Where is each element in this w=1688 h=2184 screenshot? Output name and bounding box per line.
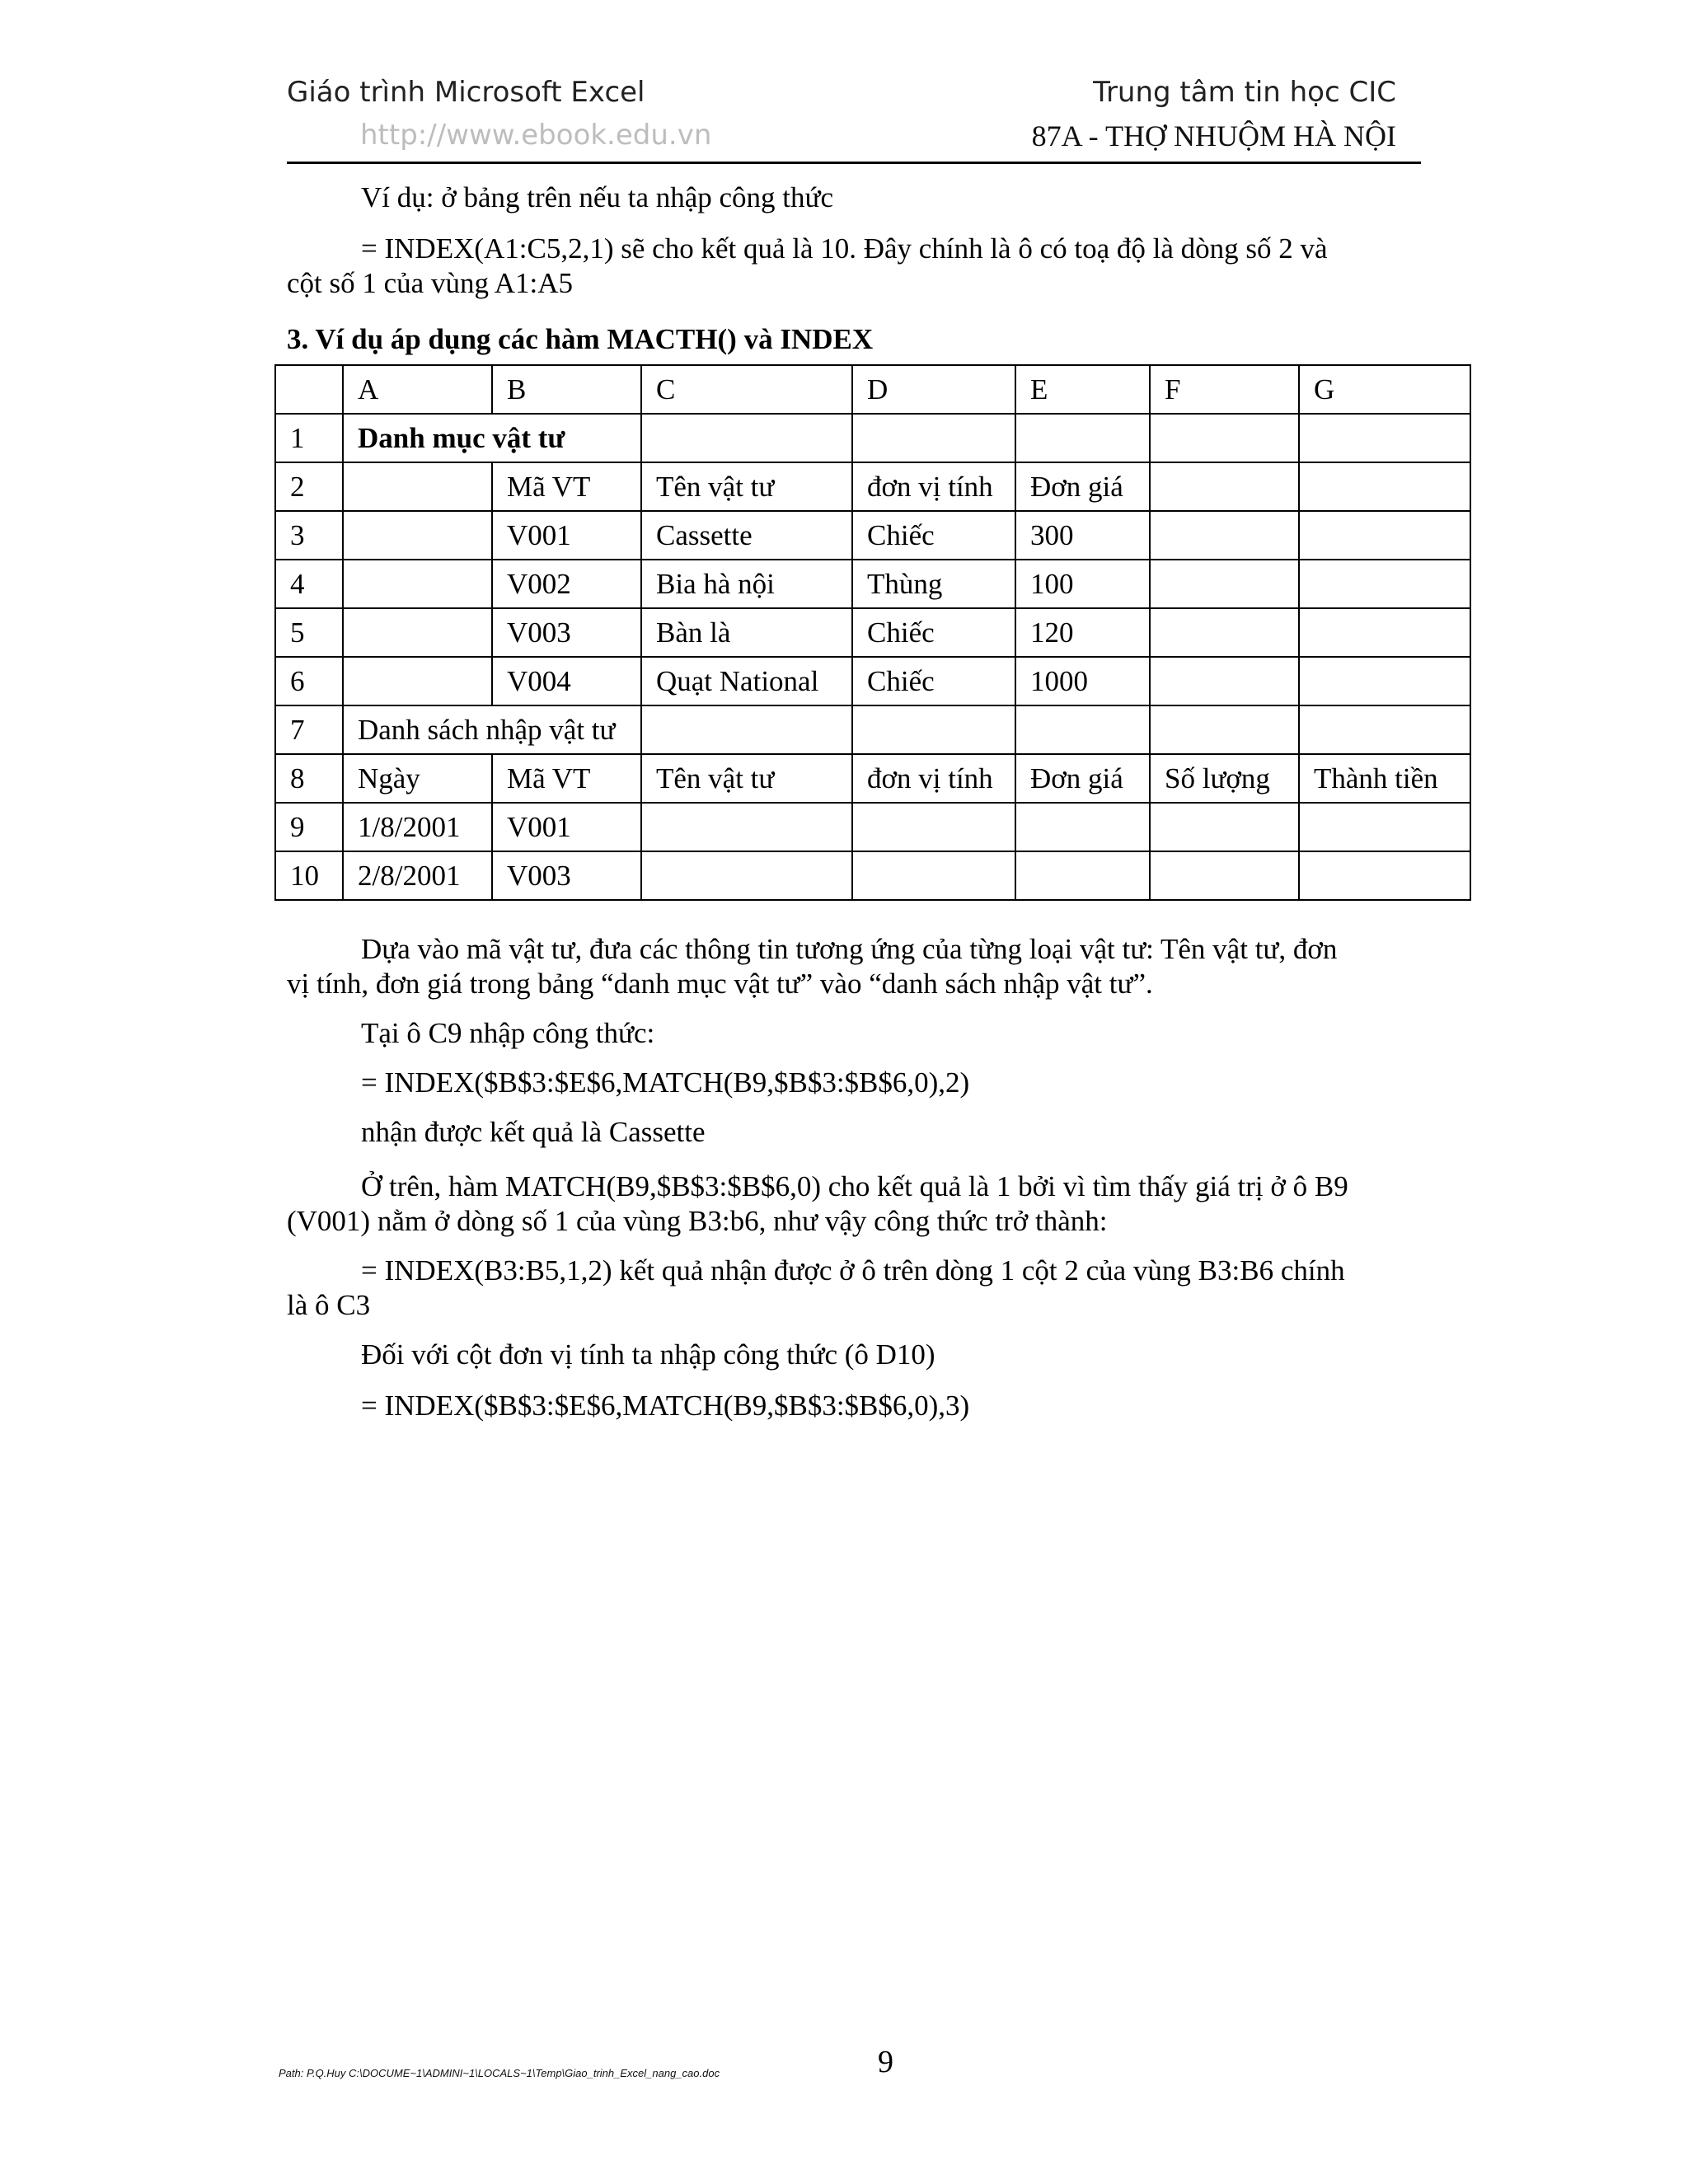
table-cell (343, 657, 492, 705)
table-cell: Quạt National (641, 657, 852, 705)
table-cell: 120 (1015, 608, 1150, 657)
table-cell (1150, 803, 1299, 851)
paragraph-5-line-1: = INDEX(B3:B5,1,2) kết quả nhận được ở ô trên dòng 1 cột 2 của vùng B3:B6 chính (361, 1254, 1345, 1286)
table-cell: A (343, 365, 492, 414)
table-cell: V003 (492, 608, 641, 657)
table-cell (1015, 803, 1150, 851)
table-cell (1299, 851, 1470, 900)
table-cell: Chiếc (852, 608, 1015, 657)
table-cell (1015, 851, 1150, 900)
table-cell (1299, 462, 1470, 511)
table-cell (852, 414, 1015, 462)
table-cell: Danh sách nhập vật tư (343, 705, 641, 754)
row-number-cell: 5 (275, 608, 343, 657)
paragraph-1-line-1: Dựa vào mã vật tư, đưa các thông tin tương ứng của từng loại vật tư: Tên vật tư, đơn (361, 933, 1338, 965)
table-cell (1150, 511, 1299, 560)
table-cell: Thùng (852, 560, 1015, 608)
table-cell: 1/8/2001 (343, 803, 492, 851)
table-cell: V003 (492, 851, 641, 900)
footer-path: Path: P.Q.Huy C:\DOCUME~1\ADMINI~1\LOCALS~1\Temp\Giao_trinh_Excel_nang_cao.doc (279, 2067, 720, 2079)
header-url: http://www.ebook.edu.vn (360, 119, 712, 152)
table-cell (1150, 608, 1299, 657)
formula-1: = INDEX($B$3:$E$6,MATCH(B9,$B$3:$B$6,0),2) (361, 1066, 970, 1099)
row-number-cell: 9 (275, 803, 343, 851)
table-cell: C (641, 365, 852, 414)
table-cell: đơn vị tính (852, 754, 1015, 803)
table-cell: F (1150, 365, 1299, 414)
row-number-cell: 3 (275, 511, 343, 560)
table-row (275, 414, 1470, 462)
paragraph-4-line-2: (V001) nằm ở dòng số 1 của vùng B3:b6, như vậy công thức trở thành: (287, 1205, 1108, 1237)
table-cell (1299, 705, 1470, 754)
table-cell: Đơn giá (1015, 462, 1150, 511)
table-row (275, 462, 1470, 511)
table-cell (852, 803, 1015, 851)
table-cell: V001 (492, 511, 641, 560)
table-row (275, 657, 1470, 705)
table-cell: V001 (492, 803, 641, 851)
row-number-cell: 8 (275, 754, 343, 803)
header-left-title: Giáo trình Microsoft Excel (287, 76, 645, 109)
paragraph-1-line-2: vị tính, đơn giá trong bảng “danh mục vật tư” vào “danh sách nhập vật tư”. (287, 968, 1153, 1000)
column-header-row (275, 365, 1470, 414)
intro-line-2: = INDEX(A1:C5,2,1) sẽ cho kết quả là 10. Đây chính là ô có toạ độ là dòng số 2 và (361, 232, 1328, 265)
table-cell (1015, 414, 1150, 462)
table-cell: Thành tiền (1299, 754, 1470, 803)
table-cell: Tên vật tư (641, 462, 852, 511)
table-cell: Số lượng (1150, 754, 1299, 803)
table-cell: Tên vật tư (641, 754, 852, 803)
table-cell: G (1299, 365, 1470, 414)
header-address: 87A - THỢ NHUỘM HÀ NỘI (1031, 120, 1396, 152)
table-cell (343, 608, 492, 657)
page-number: 9 (878, 2045, 893, 2079)
table-cell (1150, 705, 1299, 754)
table-cell: 2/8/2001 (343, 851, 492, 900)
table-cell (1299, 608, 1470, 657)
table-cell (641, 705, 852, 754)
row-number-cell: 6 (275, 657, 343, 705)
table-cell: Bàn là (641, 608, 852, 657)
table-row (275, 754, 1470, 803)
row-number-cell: 2 (275, 462, 343, 511)
table-cell: Ngày (343, 754, 492, 803)
table-cell (343, 511, 492, 560)
table-cell (641, 851, 852, 900)
table-cell (641, 414, 852, 462)
table-cell (1150, 851, 1299, 900)
section-heading: 3. Ví dụ áp dụng các hàm MACTH() và INDEX (287, 323, 874, 355)
table-cell (852, 705, 1015, 754)
table-cell: E (1015, 365, 1150, 414)
table-cell: V004 (492, 657, 641, 705)
table-cell: V002 (492, 560, 641, 608)
table-cell (1299, 414, 1470, 462)
header-rule (287, 162, 1421, 164)
table-cell (1150, 657, 1299, 705)
table-cell (1299, 511, 1470, 560)
header-right-title: Trung tâm tin học CIC (1093, 76, 1396, 109)
spreadsheet-table (274, 364, 1471, 901)
table-row (275, 608, 1470, 657)
paragraph-6: Đối với cột đơn vị tính ta nhập công thức (ô D10) (361, 1338, 935, 1371)
table-cell: D (852, 365, 1015, 414)
table-cell (1299, 560, 1470, 608)
row-number-cell: 1 (275, 414, 343, 462)
table-cell: Danh mục vật tư (343, 414, 641, 462)
table-cell (852, 851, 1015, 900)
table-row (275, 851, 1470, 900)
table-cell (343, 560, 492, 608)
table-row (275, 705, 1470, 754)
table-cell: 1000 (1015, 657, 1150, 705)
table-cell (1299, 657, 1470, 705)
paragraph-3: nhận được kết quả là Cassette (361, 1116, 706, 1148)
table-cell (1150, 462, 1299, 511)
table-cell (1150, 414, 1299, 462)
table-cell: Đơn giá (1015, 754, 1150, 803)
row-number-cell: 10 (275, 851, 343, 900)
table-cell (1150, 560, 1299, 608)
table-cell: Mã VT (492, 462, 641, 511)
paragraph-5-line-2: là ô C3 (287, 1289, 371, 1321)
formula-2: = INDEX($B$3:$E$6,MATCH(B9,$B$3:$B$6,0),3) (361, 1390, 970, 1422)
paragraph-2: Tại ô C9 nhập công thức: (361, 1017, 655, 1049)
row-number-cell: 7 (275, 705, 343, 754)
table-cell: đơn vị tính (852, 462, 1015, 511)
table-cell (343, 462, 492, 511)
table-cell: Chiếc (852, 511, 1015, 560)
table-cell: Chiếc (852, 657, 1015, 705)
intro-line-3: cột số 1 của vùng A1:A5 (287, 267, 574, 299)
table-cell: Cassette (641, 511, 852, 560)
table-row (275, 803, 1470, 851)
table-cell: 100 (1015, 560, 1150, 608)
table-cell: Bia hà nội (641, 560, 852, 608)
intro-line-1: Ví dụ: ở bảng trên nếu ta nhập công thức (361, 181, 834, 213)
row-number-cell (275, 365, 343, 414)
table-cell: Mã VT (492, 754, 641, 803)
row-number-cell: 4 (275, 560, 343, 608)
table-cell (1015, 705, 1150, 754)
table-cell: 300 (1015, 511, 1150, 560)
table-row (275, 511, 1470, 560)
paragraph-4-line-1: Ở trên, hàm MATCH(B9,$B$3:$B$6,0) cho kết quả là 1 bởi vì tìm thấy giá trị ở ô B9 (361, 1170, 1348, 1202)
table-cell: B (492, 365, 641, 414)
table-cell (1299, 803, 1470, 851)
table-row (275, 560, 1470, 608)
table-cell (641, 803, 852, 851)
